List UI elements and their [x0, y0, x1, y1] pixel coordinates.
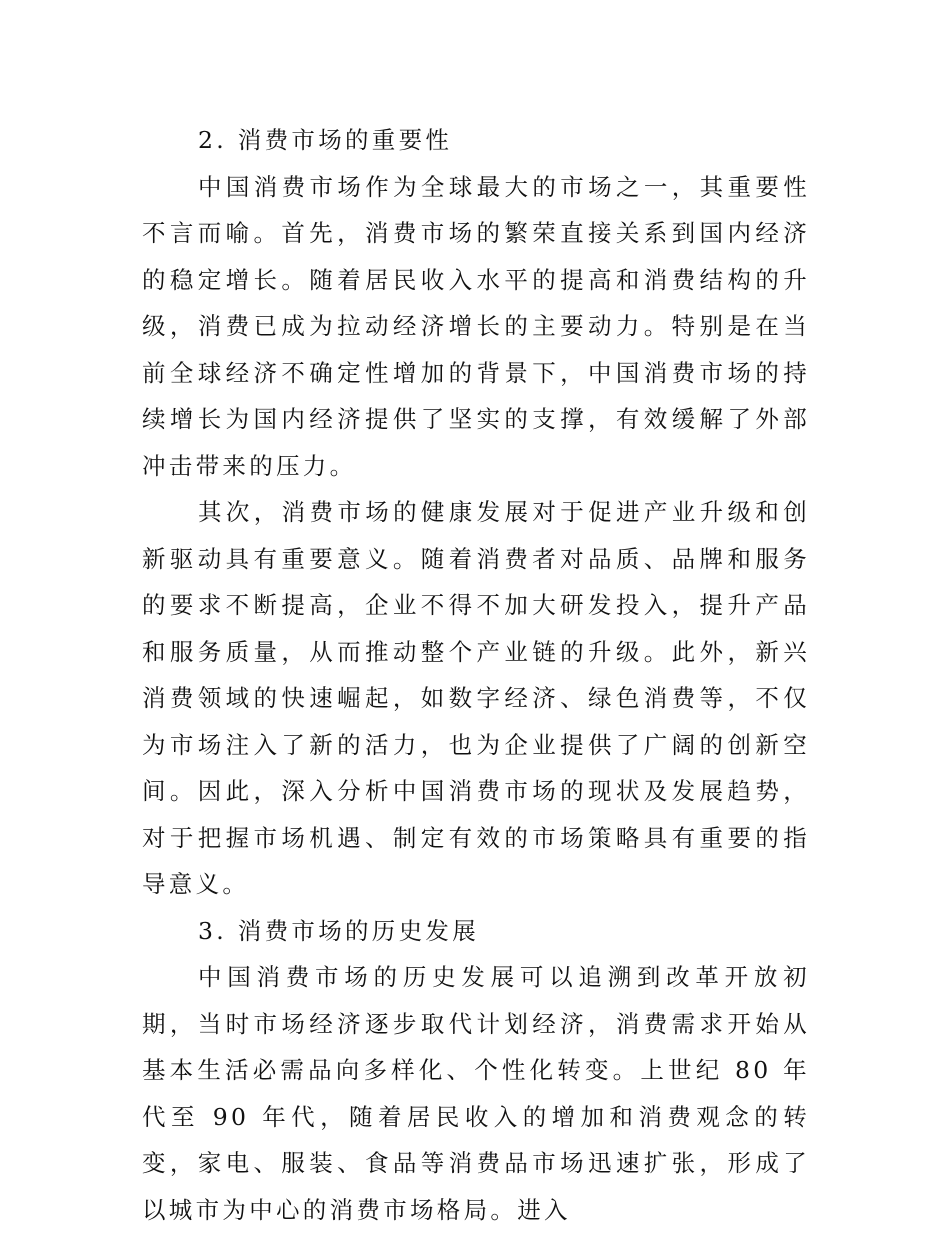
section-heading-history: 3. 消费市场的历史发展: [198, 916, 479, 945]
section-heading-importance: 2. 消费市场的重要性: [198, 126, 453, 154]
document-body: [142, 117, 810, 1233]
paragraph-importance-2: 其次，消费市场的健康发展对于促进产业升级和创新驱动具有重要意义。随着消费者对品质、品牌和服务的要求不断提高，企业不得不加大研发投入，提升产品和服务质量，从而推动整个产业链的升级。此外，新兴消费领域的快速崛起，如数字经济、绿色消费等，不仅为市场注入了新的活力，也为企业提供了广阔的创新空间。因此，深入分析中国消费市场的现状及发展趋势，对于把握市场机遇、制定有效的市场策略具有重要的指导意义。: [142, 498, 810, 898]
paragraph-importance-1: 中国消费市场作为全球最大的市场之一，其重要性不言而喻。首先，消费市场的繁荣直接关系到国内经济的稳定增长。随着居民收入水平的提高和消费结构的升级，消费已成为拉动经济增长的主要动力。特别是在当前全球经济不确定性增加的背景下，中国消费市场的持续增长为国内经济提供了坚实的支撑，有效缓解了外部冲击带来的压力。: [142, 172, 810, 480]
paragraph-history-1: 中国消费市场的历史发展可以追溯到改革开放初期，当时市场经济逐步取代计划经济，消费需求开始从基本生活必需品向多样化、个性化转变。上世纪 80 年代至 90 年代，随着居民收入的增加和消费观念的转变，家电、服装、食品等消费品市场迅速扩张，形成了以城市为中心的消费市场格局。进入: [142, 963, 810, 1224]
